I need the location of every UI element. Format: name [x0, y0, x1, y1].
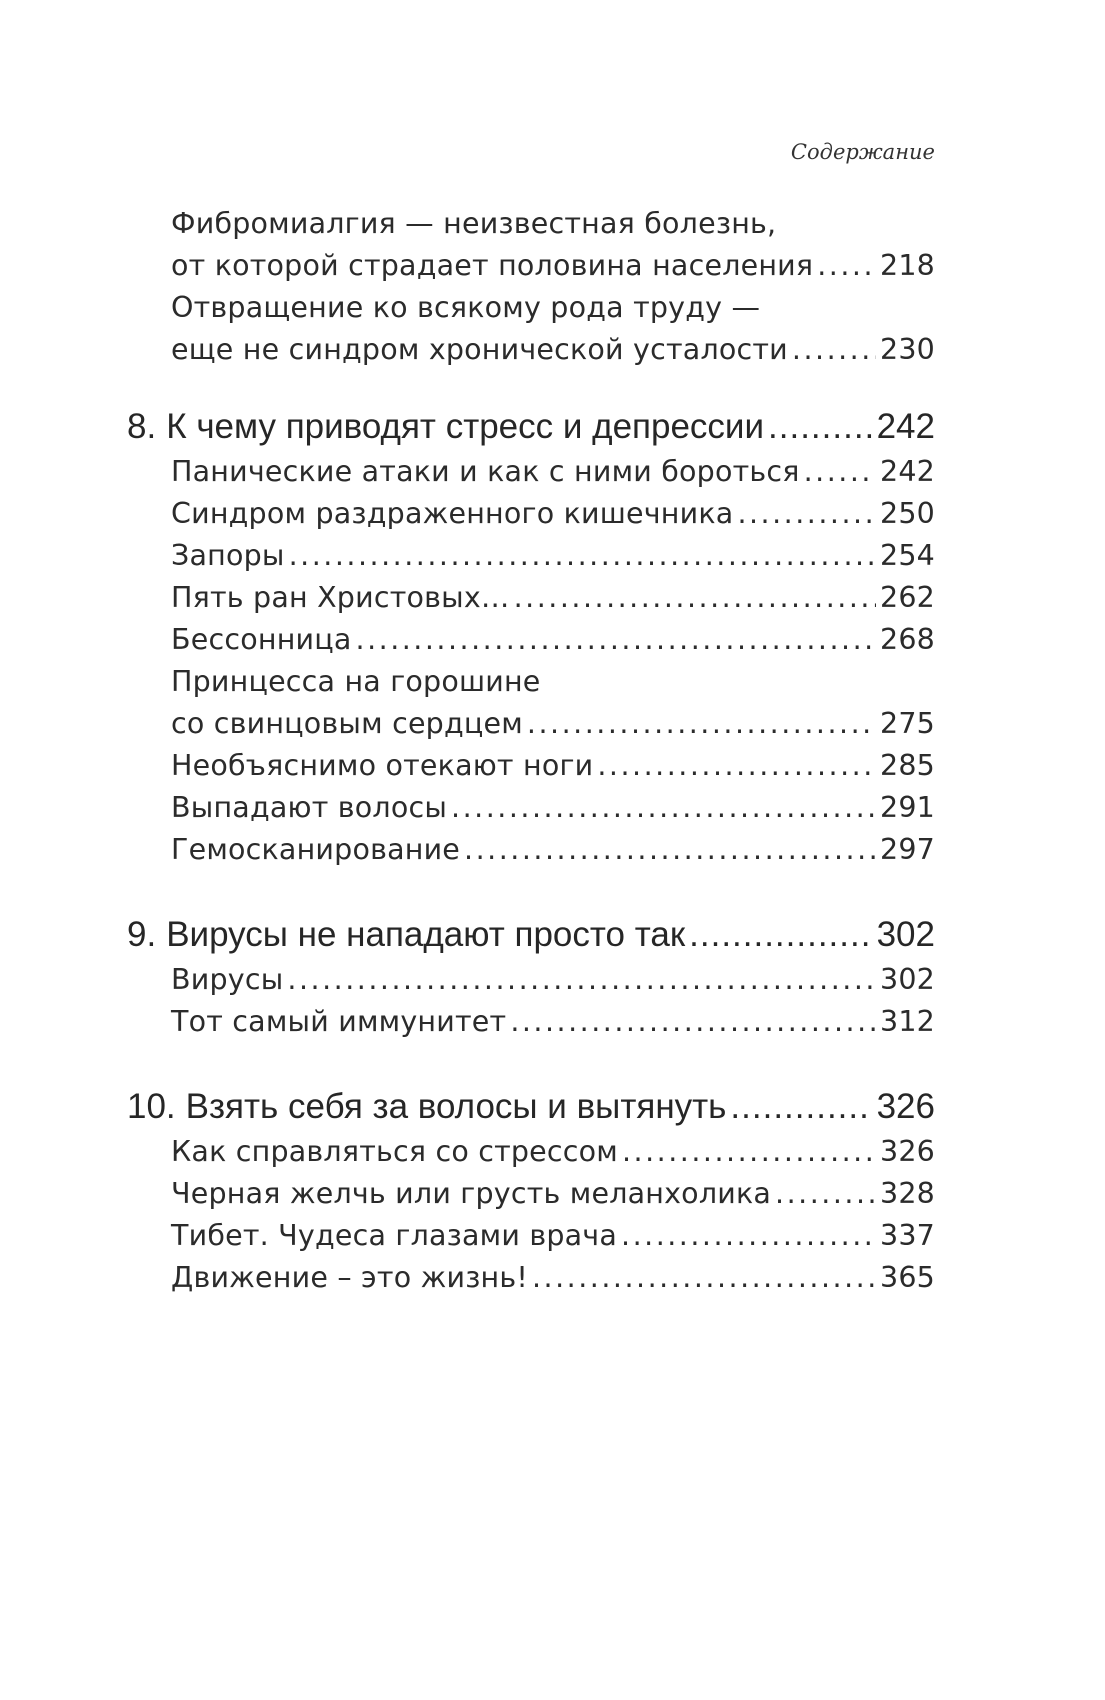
dot-leader — [622, 1131, 876, 1173]
chapter-page-number: 302 — [876, 915, 935, 954]
toc-page-number: 218 — [880, 249, 935, 282]
toc-entry[interactable] — [127, 451, 935, 493]
toc-entry[interactable] — [127, 1215, 935, 1257]
toc-page-number: 297 — [880, 833, 935, 866]
toc-entry[interactable] — [127, 959, 935, 1001]
toc-page-number: 365 — [880, 1261, 935, 1294]
toc-entry[interactable] — [127, 1001, 935, 1043]
toc-page-number: 262 — [880, 581, 935, 614]
toc-entry-title: Пять ран Христовых… — [171, 581, 510, 614]
toc-entry[interactable] — [127, 829, 935, 871]
dot-leader — [510, 1001, 876, 1043]
dot-leader — [287, 959, 876, 1001]
toc-entry-title: Вирусы — [171, 963, 284, 996]
toc-page-number: 328 — [880, 1177, 935, 1210]
toc-page-number: 326 — [880, 1135, 935, 1168]
chapter-page-number: 242 — [876, 407, 935, 446]
toc-entry-title: Фибромиалгия — неизвестная болезнь, — [171, 207, 777, 240]
chapter-number: 10. — [127, 1087, 176, 1126]
chapter-number: 8. — [127, 407, 157, 446]
toc-entry[interactable] — [127, 703, 935, 745]
dot-leader — [464, 829, 876, 871]
toc-entry-title: Черная желчь или грусть меланхолика — [171, 1177, 772, 1210]
dot-leader — [289, 535, 876, 577]
toc-entry[interactable] — [127, 619, 935, 661]
toc-entry-title: Выпадают волосы — [171, 791, 448, 824]
dot-leader — [775, 1173, 876, 1215]
dot-leader — [527, 703, 876, 745]
toc-entry[interactable] — [127, 1173, 935, 1215]
toc-page-number: 285 — [880, 749, 935, 782]
dot-leader — [792, 329, 876, 371]
toc-entry-title: Отвращение ко всякому рода труду — — [171, 291, 761, 324]
dot-leader — [768, 403, 873, 451]
dot-leader — [532, 1257, 876, 1299]
toc-entry-line — [127, 661, 935, 703]
toc-entry-title: Как справляться со стрессом — [171, 1135, 618, 1168]
toc-entry[interactable] — [127, 1131, 935, 1173]
toc-entry[interactable] — [127, 787, 935, 829]
chapter-title: Вирусы не нападают просто так — [166, 915, 686, 954]
chapter-title: Взять себя за волосы и вытянуть — [185, 1087, 727, 1126]
toc-entry-title: Панические атаки и как с ними бороться — [171, 455, 800, 488]
toc-chapter-10[interactable] — [127, 1083, 935, 1131]
toc-entry-title: Запоры — [171, 539, 285, 572]
toc-entry-title: от которой страдает половина населения — [171, 249, 814, 282]
toc-page-number: 242 — [880, 455, 935, 488]
toc-page-number: 275 — [880, 707, 935, 740]
toc-entry-title: Гемосканирование — [171, 833, 461, 866]
running-header: Содержание — [790, 140, 935, 164]
toc-page-number: 230 — [880, 333, 935, 366]
toc-page-number: 337 — [880, 1219, 935, 1252]
dot-leader — [730, 1083, 872, 1131]
toc-entry[interactable] — [127, 329, 935, 371]
dot-leader — [514, 577, 876, 619]
toc-page-number: 254 — [880, 539, 935, 572]
toc-entry-title: Тот самый иммунитет — [171, 1005, 507, 1038]
toc-entry-title: Синдром раздраженного кишечника — [171, 497, 734, 530]
dot-leader — [451, 787, 876, 829]
dot-leader — [804, 451, 876, 493]
dot-leader — [621, 1215, 876, 1257]
dot-leader — [737, 493, 876, 535]
toc-entry-line — [127, 203, 935, 245]
toc-entry-title: Движение – это жизнь! — [171, 1261, 528, 1294]
toc-page-number: 312 — [880, 1005, 935, 1038]
chapter-page-number: 326 — [876, 1087, 935, 1126]
toc-entry-title: Тибет. Чудеса глазами врача — [171, 1219, 618, 1252]
toc-chapter-8[interactable] — [127, 403, 935, 451]
toc-entry-line — [127, 287, 935, 329]
toc-entry[interactable] — [127, 1257, 935, 1299]
toc-entry-title: еще не синдром хронической усталости — [171, 333, 788, 366]
toc-entry-title: Необъяснимо отекают ноги — [171, 749, 594, 782]
toc-entry[interactable] — [127, 493, 935, 535]
toc-entry[interactable] — [127, 535, 935, 577]
chapter-title: К чему приводят стресс и депрессии — [166, 407, 765, 446]
toc-page-number: 302 — [880, 963, 935, 996]
toc-page-number: 268 — [880, 623, 935, 656]
dot-leader — [689, 911, 872, 959]
dot-leader — [356, 619, 876, 661]
toc-entry-title: Бессонница — [171, 623, 352, 656]
toc-page-number: 250 — [880, 497, 935, 530]
toc-entry[interactable] — [127, 745, 935, 787]
toc-entry-title: Принцесса на горошине — [171, 665, 541, 698]
table-of-contents — [127, 203, 935, 1299]
toc-chapter-9[interactable] — [127, 911, 935, 959]
toc-entry[interactable] — [127, 245, 935, 287]
toc-entry[interactable] — [127, 577, 935, 619]
chapter-number: 9. — [127, 915, 157, 954]
dot-leader — [597, 745, 876, 787]
toc-page-number: 291 — [880, 791, 935, 824]
dot-leader — [817, 245, 876, 287]
toc-entry-title: со свинцовым сердцем — [171, 707, 523, 740]
